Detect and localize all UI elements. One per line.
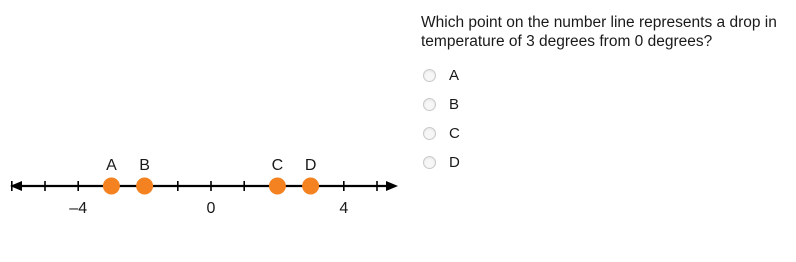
point-label-a: A <box>106 157 117 174</box>
point-a <box>103 178 120 195</box>
option-b[interactable] <box>423 90 460 119</box>
right-arrowhead <box>386 181 398 191</box>
radio-button-b[interactable] <box>423 98 436 111</box>
option-label-a: A <box>449 67 460 84</box>
point-label-c: C <box>271 157 284 174</box>
question-text: Which point on the number line represents a drop in temperature of 3 degrees from 0 degrees? <box>421 14 777 50</box>
option-c[interactable] <box>423 119 460 148</box>
answer-options <box>423 61 460 177</box>
option-a[interactable] <box>423 61 460 90</box>
option-d[interactable] <box>423 148 460 177</box>
point-label-b: B <box>139 157 150 174</box>
radio-button-a[interactable] <box>423 69 436 82</box>
radio-button-d[interactable] <box>423 156 436 169</box>
tick-label: 4 <box>339 200 349 217</box>
tick-label: 0 <box>206 200 216 217</box>
point-label-d: D <box>304 157 317 174</box>
option-label-c: C <box>449 125 460 142</box>
point-c <box>269 178 286 195</box>
point-d <box>302 178 319 195</box>
radio-button-c[interactable] <box>423 127 436 140</box>
option-label-b: B <box>449 96 460 113</box>
tick-label: –4 <box>69 200 88 217</box>
point-b <box>136 178 153 195</box>
option-label-d: D <box>449 154 460 171</box>
